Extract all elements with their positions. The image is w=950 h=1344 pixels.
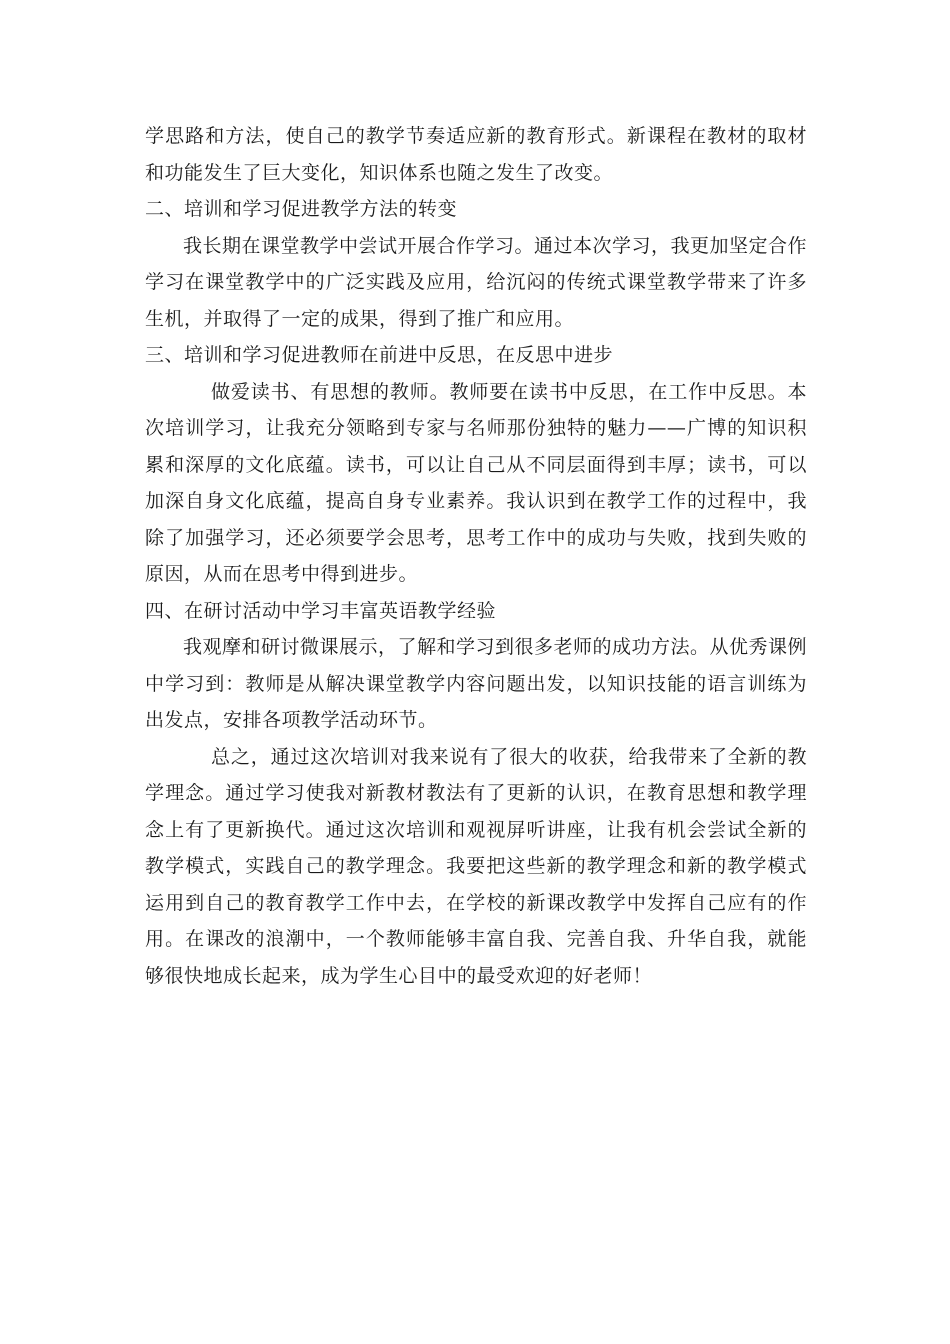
paragraph-section-4: 我观摩和研讨微课展示，了解和学习到很多老师的成功方法。从优秀课例中学习到：教师是从解决课堂教学内容问题出发，以知识技能的语言训练为出发点，安排各项教学活动环节。 [145, 636, 808, 731]
paragraph-conclusion: 总之，通过这次培训对我来说有了很大的收获，给我带来了全新的教学理念。通过学习使我对新教材教法有了更新的认识，在教育思想和教学理念上有了更新换代。通过这次培训和观视屏听讲座，让我有机会尝试全新的教学模式，实践自己的教学理念。我要把这些新的教学理念和新的教学模式运用到自己的教育教学工作中去，在学校的新课改教学中发挥自己应有的作用。在课改的浪潮中，一个教师能够丰富自我、完善自我、升华自我，就能够很快地成长起来，成为学生心目中的最受欢迎的好老师！ [145, 745, 807, 987]
section-heading-2: 二、培训和学习促进教学方法的转变 [145, 198, 458, 220]
document-body [145, 118, 807, 994]
paragraph-section-2: 我长期在课堂教学中尝试开展合作学习。通过本次学习，我更加坚定合作学习在课堂教学中的广泛实践及应用，给沉闷的传统式课堂教学带来了许多生机，并取得了一定的成果，得到了推广和应用。 [145, 234, 808, 330]
paragraph-continued: 学思路和方法，使自己的教学节奏适应新的教育形式。新课程在教材的取材和功能发生了巨大变化，知识体系也随之发生了改变。 [145, 125, 807, 184]
section-heading-4: 四、在研讨活动中学习丰富英语教学经验 [145, 599, 497, 622]
paragraph-section-3: 做爱读书、有思想的教师。教师要在读书中反思，在工作中反思。本次培训学习，让我充分领略到专家与名师那份独特的魅力——广博的知识积累和深厚的文化底蕴。读书，可以让自己从不同层面得到丰厚；读书，可以加深自身文化底蕴，提高自身专业素养。我认识到在教学工作的过程中，我除了加强学习，还必须要学会思考，思考工作中的成功与失败，找到失败的原因，从而在思考中得到进步。 [145, 380, 807, 585]
section-heading-3: 三、培训和学习促进教师在前进中反思，在反思中进步 [145, 344, 614, 366]
